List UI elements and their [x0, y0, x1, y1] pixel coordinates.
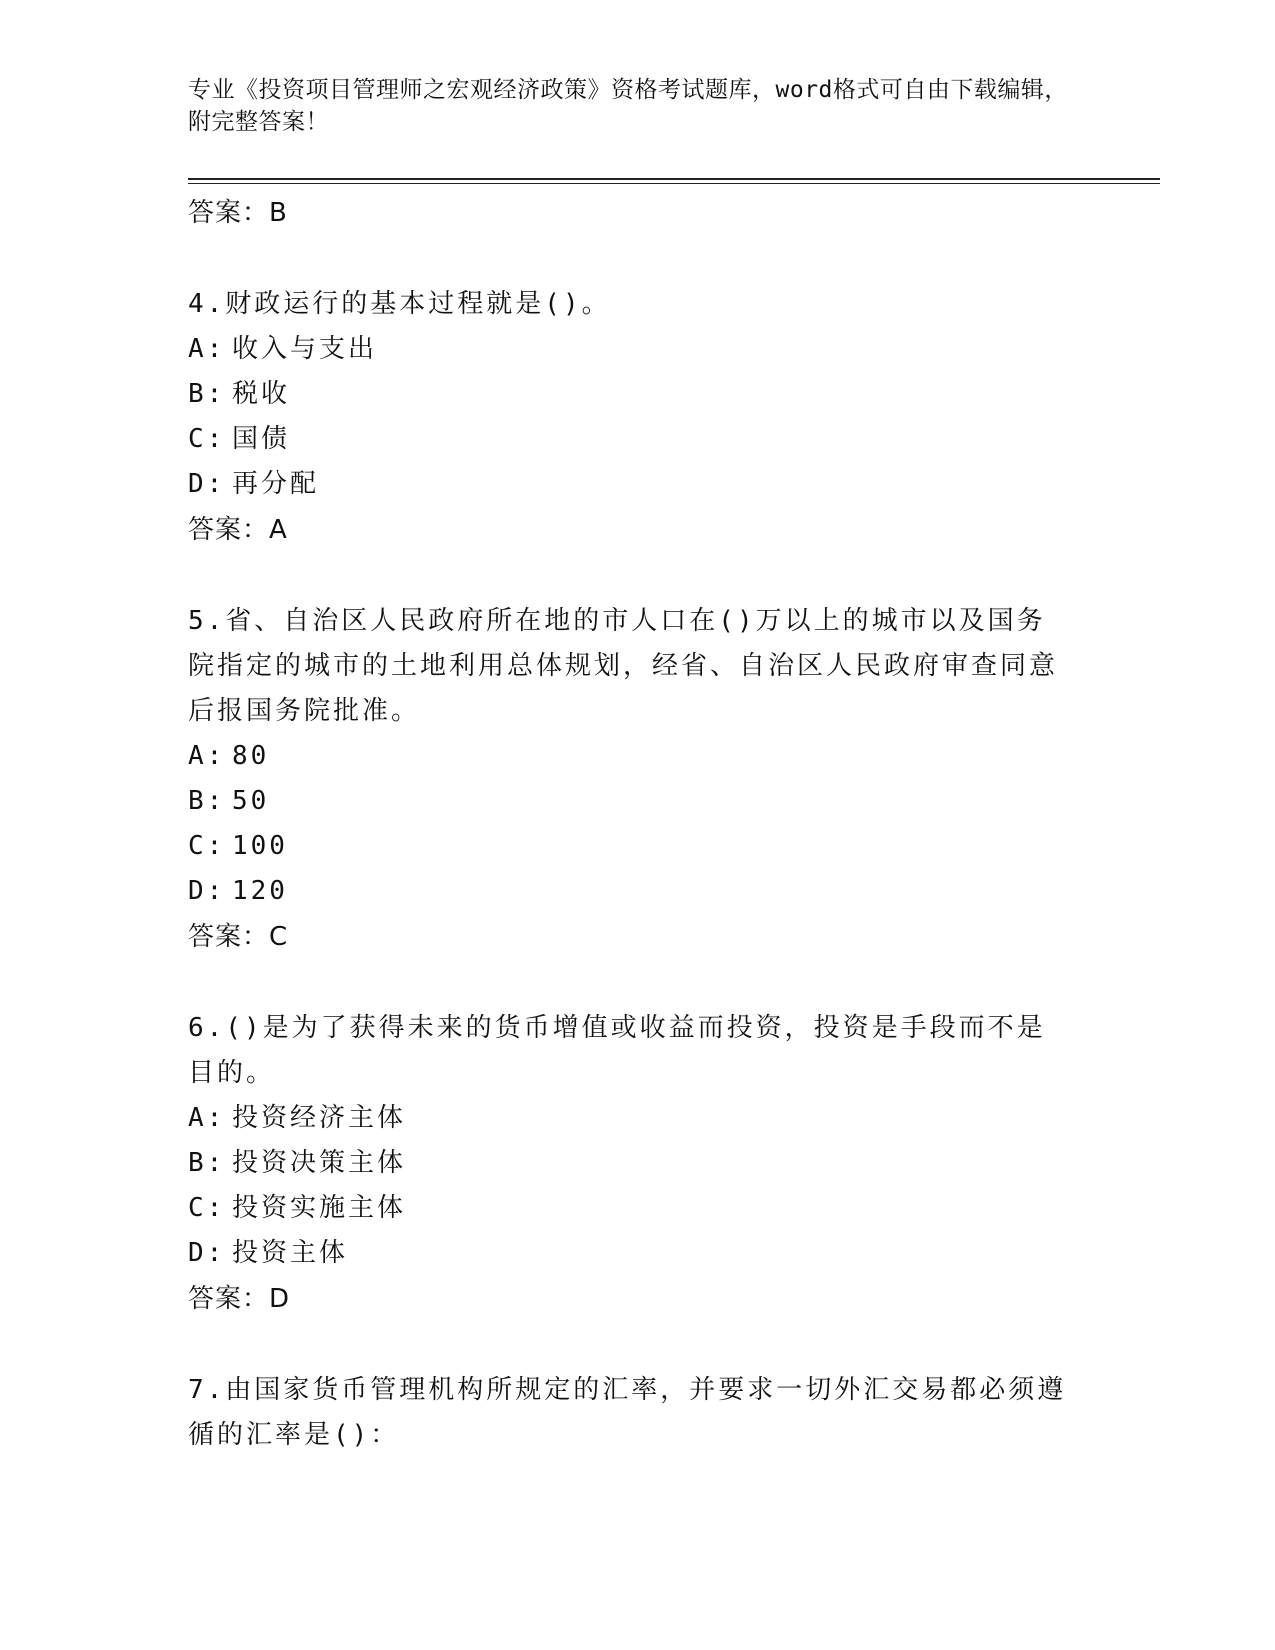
- question-block: [188, 282, 1068, 553]
- option-text: 投资经济主体: [232, 1103, 407, 1133]
- option-item: [188, 462, 1068, 507]
- question-stem: 5.省、自治区人民政府所在地的市人口在()万以上的城市以及国务院指定的城市的土地利用总体规划，经省、自治区人民政府审查同意后报国务院批准。: [188, 606, 1059, 726]
- option-text: 120: [232, 876, 288, 906]
- option-text: 80: [232, 741, 270, 771]
- option-text: 100: [232, 831, 288, 861]
- option-key: D:: [188, 1238, 226, 1268]
- option-key: B:: [188, 1148, 226, 1178]
- option-key: A:: [188, 1103, 226, 1133]
- option-text: 50: [232, 786, 270, 816]
- header-rule: [188, 178, 1160, 180]
- option-item: [188, 734, 1068, 779]
- document-header: 专业《投资项目管理师之宏观经济政策》资格考试题库，word格式可自由下载编辑，附完整答案！: [188, 77, 1068, 135]
- option-text: 收入与支出: [232, 334, 378, 364]
- option-key: A:: [188, 334, 226, 364]
- answer-line: 答案：C: [188, 922, 289, 952]
- option-text: 再分配: [232, 469, 320, 499]
- option-item: [188, 372, 1068, 417]
- option-item: [188, 824, 1068, 869]
- document-body: [188, 190, 1068, 1458]
- option-text: 税收: [232, 379, 291, 409]
- option-key: C:: [188, 831, 226, 861]
- option-key: B:: [188, 786, 226, 816]
- option-item: [188, 327, 1068, 372]
- option-item: [188, 869, 1068, 914]
- option-text: 投资实施主体: [232, 1193, 407, 1223]
- option-key: C:: [188, 424, 226, 454]
- option-text: 国债: [232, 424, 291, 454]
- answer-line: 答案：B: [188, 198, 288, 228]
- option-item: [188, 417, 1068, 462]
- option-text: 投资决策主体: [232, 1148, 407, 1178]
- option-key: D:: [188, 469, 226, 499]
- answer-line: 答案：D: [188, 1284, 291, 1314]
- question-block: [188, 1368, 1068, 1458]
- option-key: A:: [188, 741, 226, 771]
- header-rule-thin: [188, 183, 1160, 184]
- question-stem: 4.财政运行的基本过程就是()。: [188, 289, 611, 319]
- option-key: B:: [188, 379, 226, 409]
- question-block: [188, 1006, 1068, 1322]
- question-stem: 7.由国家货币管理机构所规定的汇率，并要求一切外汇交易都必须遵循的汇率是()：: [188, 1375, 1067, 1450]
- option-item: [188, 1096, 1068, 1141]
- option-text: 投资主体: [232, 1238, 349, 1268]
- option-item: [188, 1186, 1068, 1231]
- option-key: C:: [188, 1193, 226, 1223]
- answer-line: 答案：A: [188, 515, 288, 545]
- option-item: [188, 779, 1068, 824]
- question-stem: 6.()是为了获得未来的货币增值或收益而投资，投资是手段而不是目的。: [188, 1013, 1046, 1088]
- option-item: [188, 1141, 1068, 1186]
- option-item: [188, 1231, 1068, 1276]
- question-block: [188, 599, 1068, 960]
- option-key: D:: [188, 876, 226, 906]
